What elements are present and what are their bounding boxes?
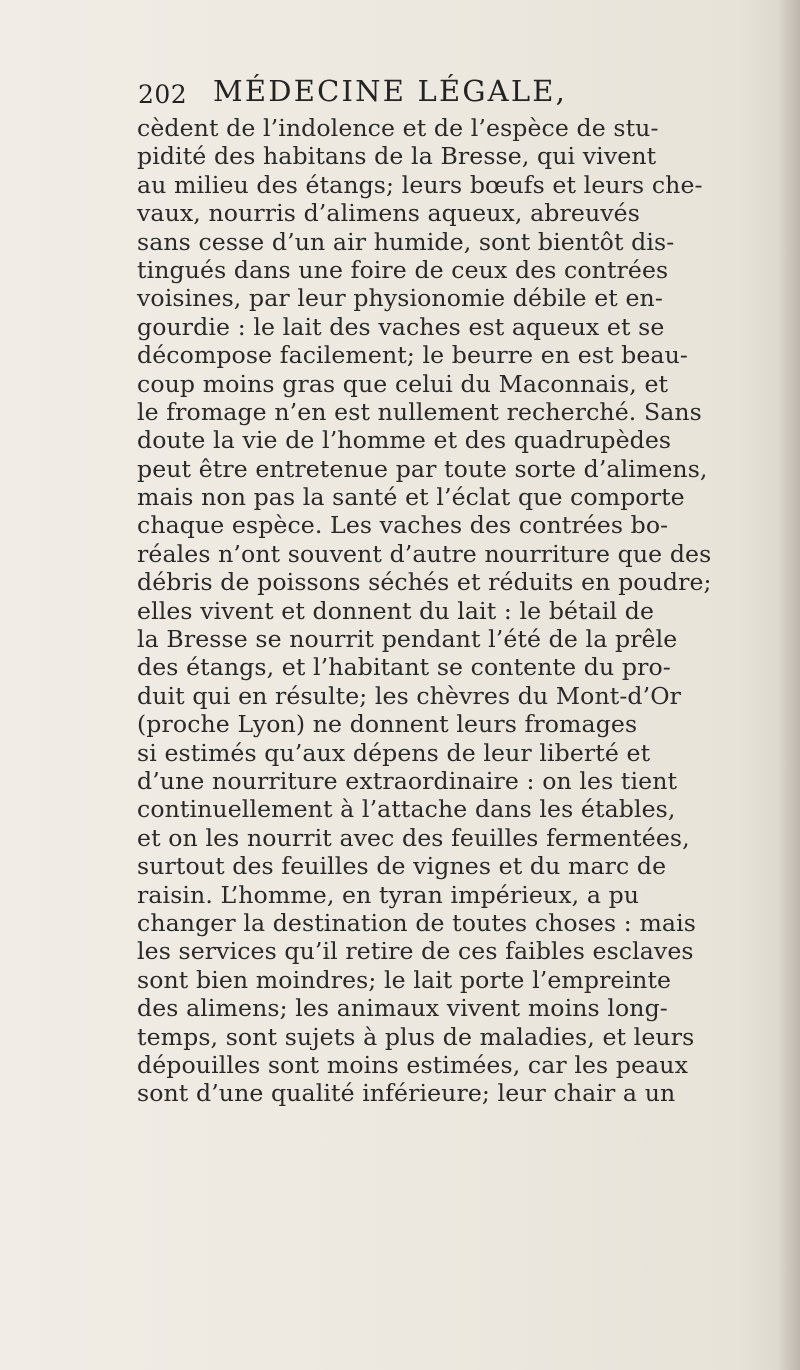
text-line: temps, sont sujets à plus de maladies, et leurs [137,1022,695,1051]
text-line: d’une nourriture extraordinaire : on les tient [137,766,678,795]
text-line: débris de poissons séchés et réduits en poudre; [137,568,712,597]
text-line: chaque espèce. Les vaches des contrées bo- [137,511,669,540]
text-line: pidité des habitans de la Bresse, qui vivent [137,142,657,171]
page-header [138,74,698,110]
text-line: dépouilles sont moins estimées, car les peaux [137,1050,689,1079]
text-line: sans cesse d’un air humide, sont bientôt dis- [137,227,675,256]
text-line: cèdent de l’indolence et de l’espèce de stu- [137,114,659,142]
text-line: voisines, par leur physionomie débile et en- [137,284,663,313]
text-line: gourdie : le lait des vaches est aqueux et se [137,312,665,341]
text-line: changer la destination de toutes choses : mais [137,908,696,937]
text-line: mais non pas la santé et l’éclat que comporte [137,483,685,512]
text-line: sont bien moindres; le lait porte l’empreinte [137,965,672,994]
text-line: les services qu’il retire de ces faibles esclaves [137,937,694,966]
text-line: et on les nourrit avec des feuilles fermentées, [137,823,690,852]
body-text [137,114,797,1108]
text-line: peut être entretenue par toute sorte d’alimens, [137,454,708,483]
text-line: sont d’une qualité inférieure; leur chair a un [137,1079,676,1108]
text-line: coup moins gras que celui du Maconnais, et [137,369,669,398]
text-line: tingués dans une foire de ceux des contrées [137,255,669,284]
text-line: continuellement à l’attache dans les étables, [137,795,676,824]
text-line: (proche Lyon) ne donnent leurs fromages [137,710,638,739]
text-line: le fromage n’en est nullement recherché. Sans [137,397,702,426]
text-line: la Bresse se nourrit pendant l’été de la prêle [137,625,678,654]
text-line: doute la vie de l’homme et des quadrupèdes [137,426,672,455]
text-line: réales n’ont souvent d’autre nourriture que des [137,539,712,568]
text-line: vaux, nourris d’alimens aqueux, abreuvés [137,199,640,228]
text-line: elles vivent et donnent du lait : le bétail de [137,596,655,625]
text-line: des alimens; les animaux vivent moins long- [137,994,668,1023]
running-title: MÉDECINE LÉGALE, [213,74,568,108]
text-line: décompose facilement; le beurre en est beau- [137,341,688,370]
page-number: 202 [138,80,188,109]
text-line: raisin. L’homme, en tyran impérieux, a pu [137,880,640,909]
text-line: au milieu des étangs; leurs bœufs et leurs che- [137,170,703,199]
text-line: duit qui en résulte; les chèvres du Mont-d’Or [137,681,682,710]
text-line: surtout des feuilles de vignes et du marc de [137,852,667,881]
text-line: si estimés qu’aux dépens de leur liberté et [137,738,651,767]
text-line: des étangs, et l’habitant se contente du pro- [137,653,671,682]
